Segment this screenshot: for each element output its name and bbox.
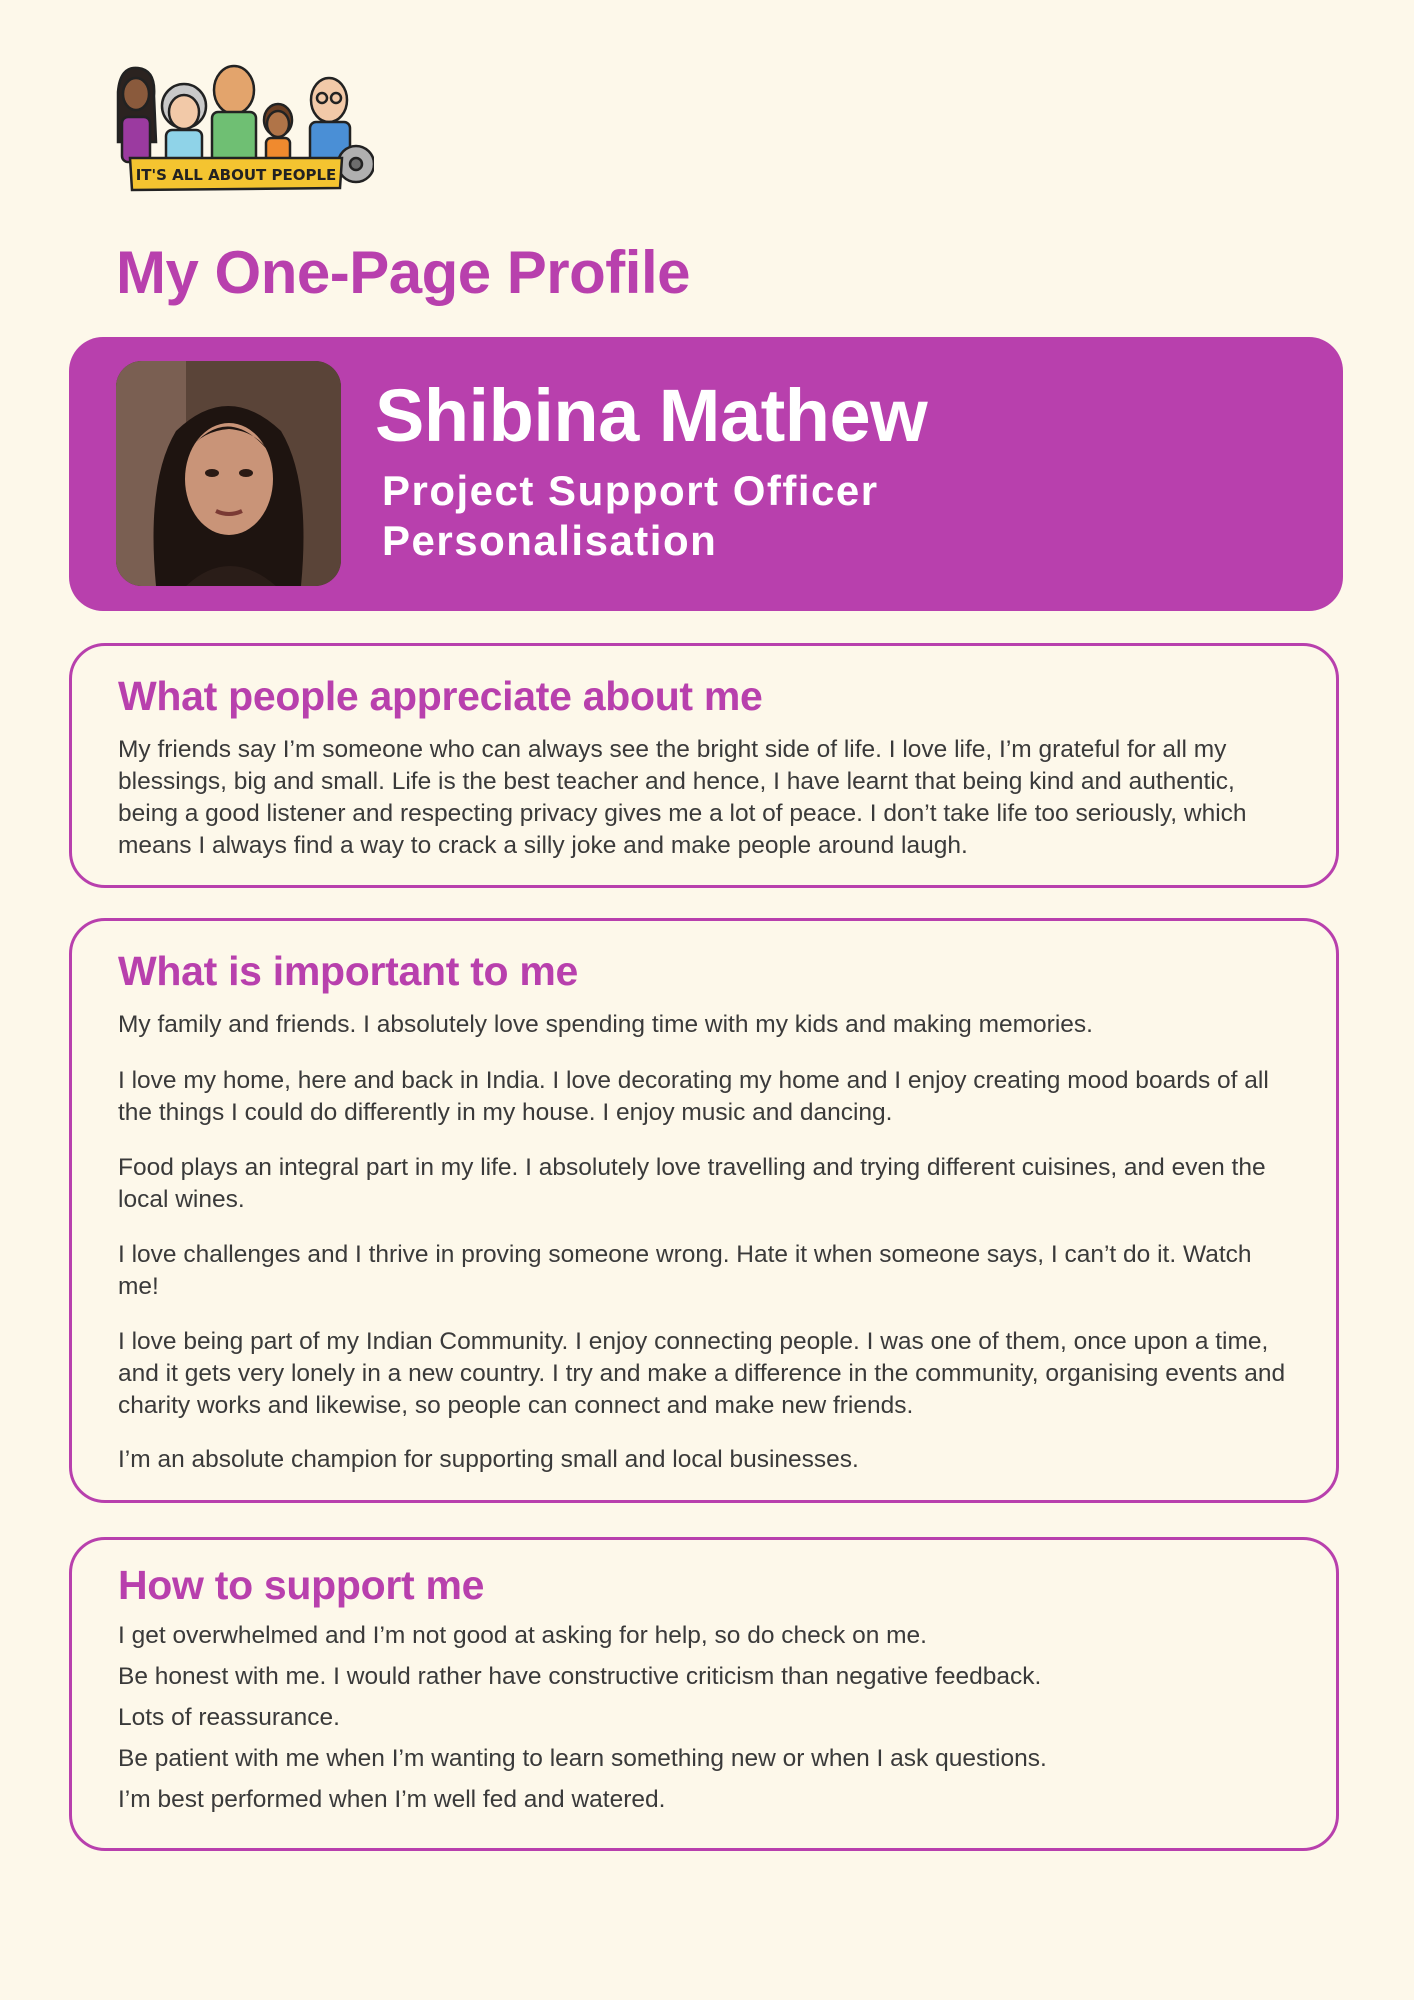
important-paragraph: I love being part of my Indian Community. I enjoy connecting people. I was one of them, once upon a time, and it gets very lonely in a new country. I try and make a difference in the community, organising events and charity works and likewise, so people can connect and make new friends. bbox=[118, 1328, 1286, 1419]
profile-photo bbox=[116, 361, 341, 586]
page-title: My One-Page Profile bbox=[116, 239, 690, 306]
logo-text: IT'S ALL ABOUT PEOPLE bbox=[135, 166, 337, 184]
appreciate-text: My friends say I’m someone who can always see the bright side of life. I love life, I’m grateful for all my blessings, big and small. Life is the best teacher and hence, I have learnt that being kind and authentic, being a good listener and respecting privacy gives me a lot of peace. I don’t take life too seriously, which means I always find a way to crack a silly joke and make people around laugh. bbox=[118, 736, 1247, 859]
support-item: Be patient with me when I’m wanting to learn something new or when I ask questions. bbox=[118, 1745, 1047, 1772]
support-section bbox=[69, 1537, 1339, 1851]
its-all-about-people-logo bbox=[104, 62, 374, 194]
important-paragraph: My family and friends. I absolutely love spending time with my kids and making memories. bbox=[118, 1011, 1093, 1038]
support-item: Be honest with me. I would rather have constructive criticism than negative feedback. bbox=[118, 1663, 1042, 1690]
important-section bbox=[69, 918, 1339, 1503]
support-item: I get overwhelmed and I’m not good at asking for help, so do check on me. bbox=[118, 1622, 927, 1649]
appreciate-section bbox=[69, 643, 1339, 888]
logo-banner bbox=[130, 158, 342, 190]
appreciate-heading: What people appreciate about me bbox=[118, 673, 763, 719]
profile-department: Personalisation bbox=[382, 517, 718, 564]
important-paragraph: Food plays an integral part in my life. I absolutely love travelling and trying different cuisines, and even the local wines. bbox=[118, 1154, 1266, 1213]
support-item: Lots of reassurance. bbox=[118, 1704, 340, 1731]
important-heading: What is important to me bbox=[118, 948, 579, 994]
support-item: I’m best performed when I’m well fed and watered. bbox=[118, 1786, 666, 1813]
profile-role: Project Support Officer bbox=[382, 467, 879, 514]
important-paragraph: I love challenges and I thrive in proving someone wrong. Hate it when someone says, I can’t do it. Watch me! bbox=[118, 1241, 1252, 1300]
profile-name: Shibina Mathew bbox=[375, 374, 928, 457]
profile-banner bbox=[69, 337, 1343, 611]
support-heading: How to support me bbox=[118, 1562, 485, 1608]
important-paragraph: I love my home, here and back in India. I love decorating my home and I enjoy creating mood boards of all the things I could do differently in my house. I enjoy music and dancing. bbox=[118, 1067, 1269, 1126]
important-paragraph: I’m an absolute champion for supporting small and local businesses. bbox=[118, 1446, 859, 1473]
profile-photo-image bbox=[116, 361, 341, 586]
